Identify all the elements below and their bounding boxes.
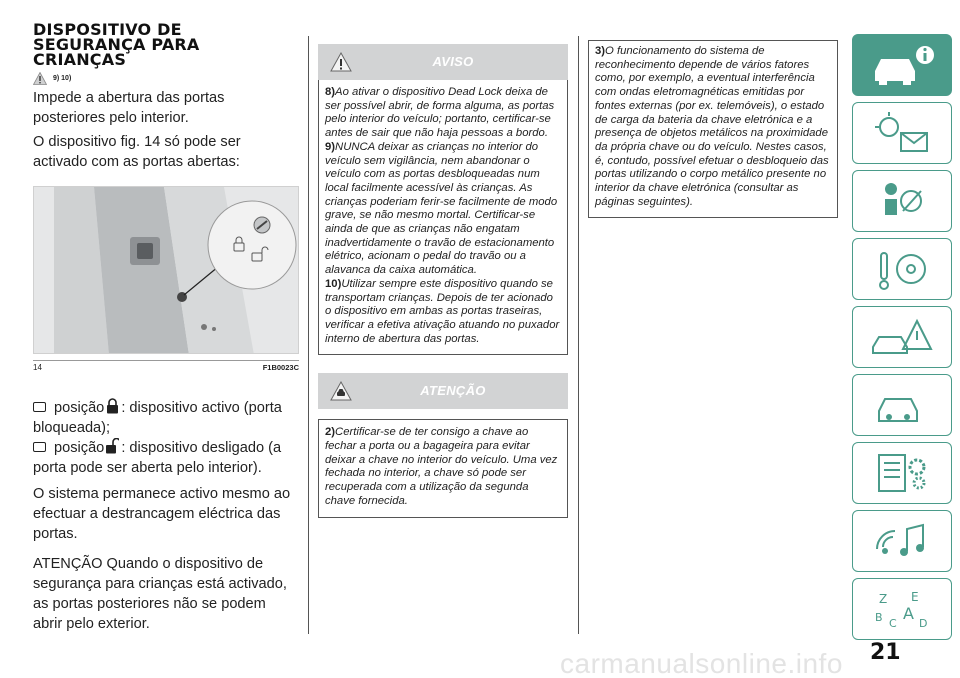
tab-multimedia[interactable] [852, 510, 952, 572]
atencao-header [318, 373, 568, 409]
warnings-column [318, 44, 568, 518]
position-desc: : dispositivo desligado (a porta pode ser aberta pelo interior). [33, 440, 282, 476]
tab-index[interactable] [852, 578, 952, 640]
breakdown-car-icon [867, 313, 937, 361]
svg-text:E: E [911, 590, 919, 604]
title-line-2: SEGURANÇA PARA [33, 35, 200, 54]
activation-paragraph: O dispositivo fig. 14 só pode ser activado com as portas abertas: [33, 134, 241, 170]
atencao-body [318, 419, 568, 517]
alphabet-index-icon [867, 585, 937, 633]
car-warning-icon [330, 381, 352, 401]
warning-triangle-icon [33, 72, 47, 85]
chapter-sidebar [852, 34, 952, 646]
figure-number: 14 [33, 363, 42, 372]
svg-text:C: C [889, 617, 897, 630]
music-signal-icon [867, 517, 937, 565]
note-box [588, 40, 838, 218]
door-illustration [34, 187, 299, 354]
checkbox-icon [33, 402, 46, 412]
tab-lights-messages[interactable] [852, 102, 952, 164]
tab-technical-data[interactable] [852, 442, 952, 504]
lock-open-icon [106, 438, 119, 454]
svg-text:A: A [903, 604, 914, 623]
page-number: 21 [870, 640, 901, 665]
section-title [33, 22, 299, 67]
aviso-header [318, 44, 568, 80]
svg-text:Z: Z [879, 592, 888, 606]
system-paragraph: O sistema permanece activo mesmo ao efectuar a destrancagem eléctrica das portas. [33, 486, 291, 542]
main-column [33, 22, 299, 634]
car-info-icon [867, 41, 937, 89]
attention-paragraph: ATENÇÃO Quando o dispositivo de segurança para crianças está activado, as portas posteriores não se podem abrir pelo exterior. [33, 556, 287, 632]
aviso-title: AVISO [432, 54, 474, 69]
warning-refs [33, 71, 299, 85]
aviso-body [318, 80, 568, 355]
figure-caption [33, 360, 299, 372]
atencao-item: 2)Certificar-se de ter consigo a chave ao fechar a porta ou a bagageira para evitar deixar a chave no interior do veículo. Uma vez fechada no interior, a chave só pode ser recuperada com a utilização da segunda chave fornecida. [325, 426, 558, 507]
note-item: 3)O funcionamento do sistema de reconhecimento depende de vários fatores como, por exemplo, a eventual interferência com ondas eletromagnéticas emitidas por fontes externas (por ex. telemóveis), o estado de carga da bateria da chave eletrónica e a presença de objetos metálicos na proximidade da própria chave ou do veículo. Nestes casos, é, contudo, possível efetuar o desbloqueio das portas utilizando o corpo metálico presente no interior da chave eletrónica (consultar as páginas seguintes). [595, 45, 829, 208]
position-item-locked [33, 398, 299, 438]
column-divider-1 [308, 36, 309, 634]
tab-vehicle-info[interactable] [852, 34, 952, 96]
aviso-box [318, 44, 568, 355]
position-prefix: posição [54, 400, 105, 416]
document-gear-icon [867, 449, 937, 497]
svg-text:D: D [919, 617, 928, 630]
position-desc: : dispositivo activo (porta bloqueada); [33, 400, 282, 436]
svg-text:B: B [875, 611, 883, 624]
aviso-item: 9)NUNCA deixar as crianças no interior do veículo sem vigilância, nem abandonar o veículo com as portas desbloqueadas num local facilmente acessível às crianças. As crianças poderiam ferir-se facilmente de modo grave, se não mesmo mortal. Certificar-se ainda de que as crianças não engatam inadvertidamente o travão de estacionamento elétrico, acionam o pedal do travão ou a alavanca da caixa automática. [325, 140, 558, 277]
aviso-item: 10)Utilizar sempre este dispositivo quando se transportam crianças. Depois de ter acionado o dispositivo em ambas as portas traseiras, verificar a efetiva ativação atuando no puxador interno de abertura das portas. [325, 277, 560, 345]
column-divider-2 [578, 36, 579, 634]
steering-wheel-icon [867, 245, 937, 293]
checkbox-icon [33, 442, 46, 452]
airbag-person-icon [867, 177, 937, 225]
warning-triangle-icon [330, 52, 352, 72]
position-prefix: posição [54, 440, 105, 456]
tab-starting-driving[interactable] [852, 238, 952, 300]
position-list [33, 398, 299, 478]
watermark: carmanualsonline.info [560, 648, 843, 678]
door-lock-figure [33, 186, 299, 354]
aviso-item: 8)Ao ativar o dispositivo Dead Lock deixa de ser possível abrir, de forma alguma, as portas pelo interior do veículo; portanto, certificar-se antes de sair que não haja pessoas a bordo. [325, 86, 555, 140]
title-line-3: CRIANÇAS [33, 50, 127, 69]
intro-paragraph: Impede a abertura das portas posteriores pelo interior. [33, 90, 225, 126]
atencao-box [318, 373, 568, 517]
light-envelope-icon [867, 109, 937, 157]
tab-safety[interactable] [852, 170, 952, 232]
tab-emergency[interactable] [852, 306, 952, 368]
car-service-icon [867, 381, 937, 429]
tab-maintenance[interactable] [852, 374, 952, 436]
atencao-title: ATENÇÃO [420, 383, 486, 399]
figure-code: F1B0023C [262, 363, 299, 372]
position-item-unlocked [33, 438, 299, 478]
title-line-1: DISPOSITIVO DE [33, 20, 182, 39]
ref-numbers: 9) 10) [53, 74, 72, 82]
lock-closed-icon [106, 398, 119, 414]
